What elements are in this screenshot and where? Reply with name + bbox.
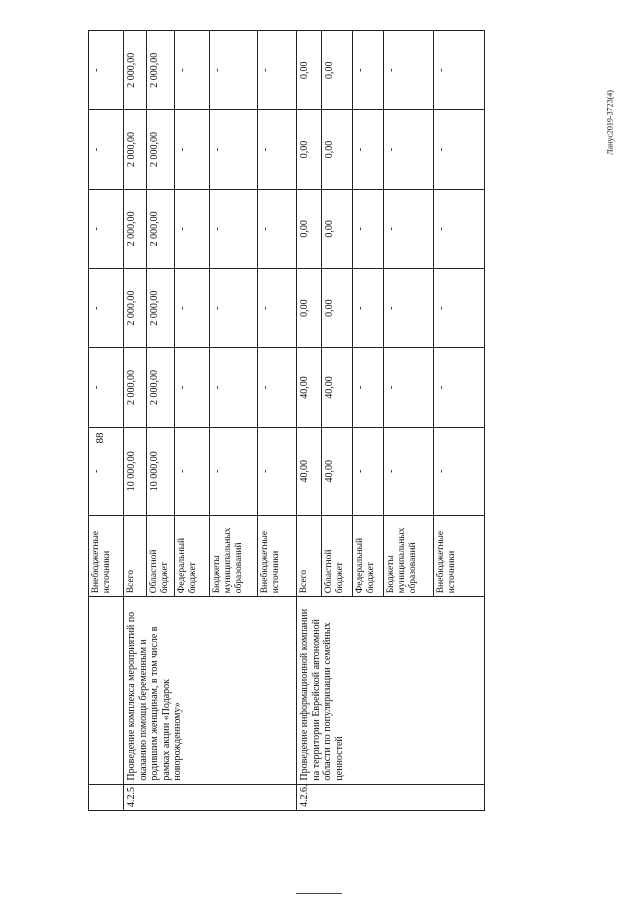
value-cell: -: [434, 427, 485, 515]
value-cell: -: [174, 189, 209, 268]
value-cell: 2 000,00: [147, 269, 175, 348]
value-cell: -: [210, 110, 258, 189]
rotated-table-wrapper: [88, 30, 485, 811]
value-cell: -: [353, 348, 384, 427]
funding-source: Внебюджетные источники: [434, 515, 485, 597]
value-cell: -: [174, 31, 209, 110]
value-cell: -: [89, 427, 124, 515]
value-cell: -: [210, 348, 258, 427]
value-cell: -: [210, 269, 258, 348]
value-cell: -: [257, 31, 296, 110]
value-cell: -: [210, 31, 258, 110]
value-cell: 2 000,00: [147, 189, 175, 268]
value-cell: -: [434, 110, 485, 189]
value-cell: -: [384, 427, 434, 515]
value-cell: 10 000,00: [124, 427, 147, 515]
value-cell: -: [174, 348, 209, 427]
value-cell: 0,00: [322, 189, 353, 268]
value-cell: -: [384, 110, 434, 189]
value-cell: -: [434, 348, 485, 427]
value-cell: 2 000,00: [124, 31, 147, 110]
value-cell: 40,00: [297, 427, 322, 515]
value-cell: -: [384, 348, 434, 427]
funding-source: Бюджеты муниципальных образований: [210, 515, 258, 597]
funding-source: Областной бюджет: [322, 515, 353, 597]
value-cell: 2 000,00: [124, 269, 147, 348]
value-cell: 2 000,00: [124, 348, 147, 427]
value-cell: -: [174, 110, 209, 189]
value-cell: 40,00: [297, 348, 322, 427]
funding-source: Бюджеты муниципальных образований: [384, 515, 434, 597]
value-cell: 40,00: [322, 348, 353, 427]
value-cell: -: [174, 269, 209, 348]
value-cell: -: [257, 189, 296, 268]
value-cell: 2 000,00: [147, 31, 175, 110]
value-cell: -: [353, 110, 384, 189]
value-cell: 2 000,00: [124, 110, 147, 189]
funding-source: Всего: [124, 515, 147, 597]
value-cell: -: [353, 189, 384, 268]
funding-source: Федеральный бюджет: [353, 515, 384, 597]
value-cell: 0,00: [297, 31, 322, 110]
item-title: Проведение информационной компании на территории Еврейской автономной области по популяризации семейных ценностей: [297, 597, 485, 784]
value-cell: 0,00: [297, 110, 322, 189]
value-cell: 40,00: [322, 427, 353, 515]
value-cell: -: [89, 189, 124, 268]
value-cell: -: [353, 427, 384, 515]
table-row: [124, 31, 147, 811]
table-row: [89, 31, 124, 811]
table-row: [297, 31, 322, 811]
value-cell: -: [353, 31, 384, 110]
value-cell: -: [434, 269, 485, 348]
value-cell: 10 000,00: [147, 427, 175, 515]
value-cell: -: [257, 348, 296, 427]
funding-source: Всего: [297, 515, 322, 597]
funding-source: Внебюджетные источники: [89, 515, 124, 597]
value-cell: 0,00: [322, 269, 353, 348]
item-title: [89, 597, 124, 784]
value-cell: 2 000,00: [147, 348, 175, 427]
funding-source: Внебюджетные источники: [257, 515, 296, 597]
value-cell: -: [89, 31, 124, 110]
value-cell: -: [257, 427, 296, 515]
value-cell: -: [434, 31, 485, 110]
item-number: 4.2.6.: [297, 784, 485, 810]
value-cell: -: [210, 427, 258, 515]
value-cell: 2 000,00: [147, 110, 175, 189]
value-cell: 0,00: [297, 189, 322, 268]
value-cell: -: [257, 269, 296, 348]
value-cell: 0,00: [322, 31, 353, 110]
item-number: 4.2.5: [124, 784, 297, 810]
item-number: [89, 784, 124, 810]
funding-source: Областной бюджет: [147, 515, 175, 597]
value-cell: -: [89, 110, 124, 189]
budget-table: [88, 30, 485, 811]
value-cell: -: [384, 269, 434, 348]
bottom-divider: [296, 893, 342, 894]
funding-source: Федеральный бюджет: [174, 515, 209, 597]
value-cell: 2 000,00: [124, 189, 147, 268]
value-cell: -: [353, 269, 384, 348]
value-cell: -: [257, 110, 296, 189]
value-cell: -: [434, 189, 485, 268]
document-code: Ланус2019-3723(4): [605, 90, 615, 155]
value-cell: -: [210, 189, 258, 268]
page-number: 88: [94, 432, 106, 444]
value-cell: 0,00: [297, 269, 322, 348]
value-cell: -: [174, 427, 209, 515]
value-cell: -: [89, 269, 124, 348]
item-title: Проведение комплекса мероприятий по оказанию помощи беременным и родившим женщинам, в том числе в рамках акции «Подарок новорожденному»: [124, 597, 297, 784]
value-cell: 0,00: [322, 110, 353, 189]
value-cell: -: [89, 348, 124, 427]
value-cell: -: [384, 31, 434, 110]
value-cell: -: [384, 189, 434, 268]
